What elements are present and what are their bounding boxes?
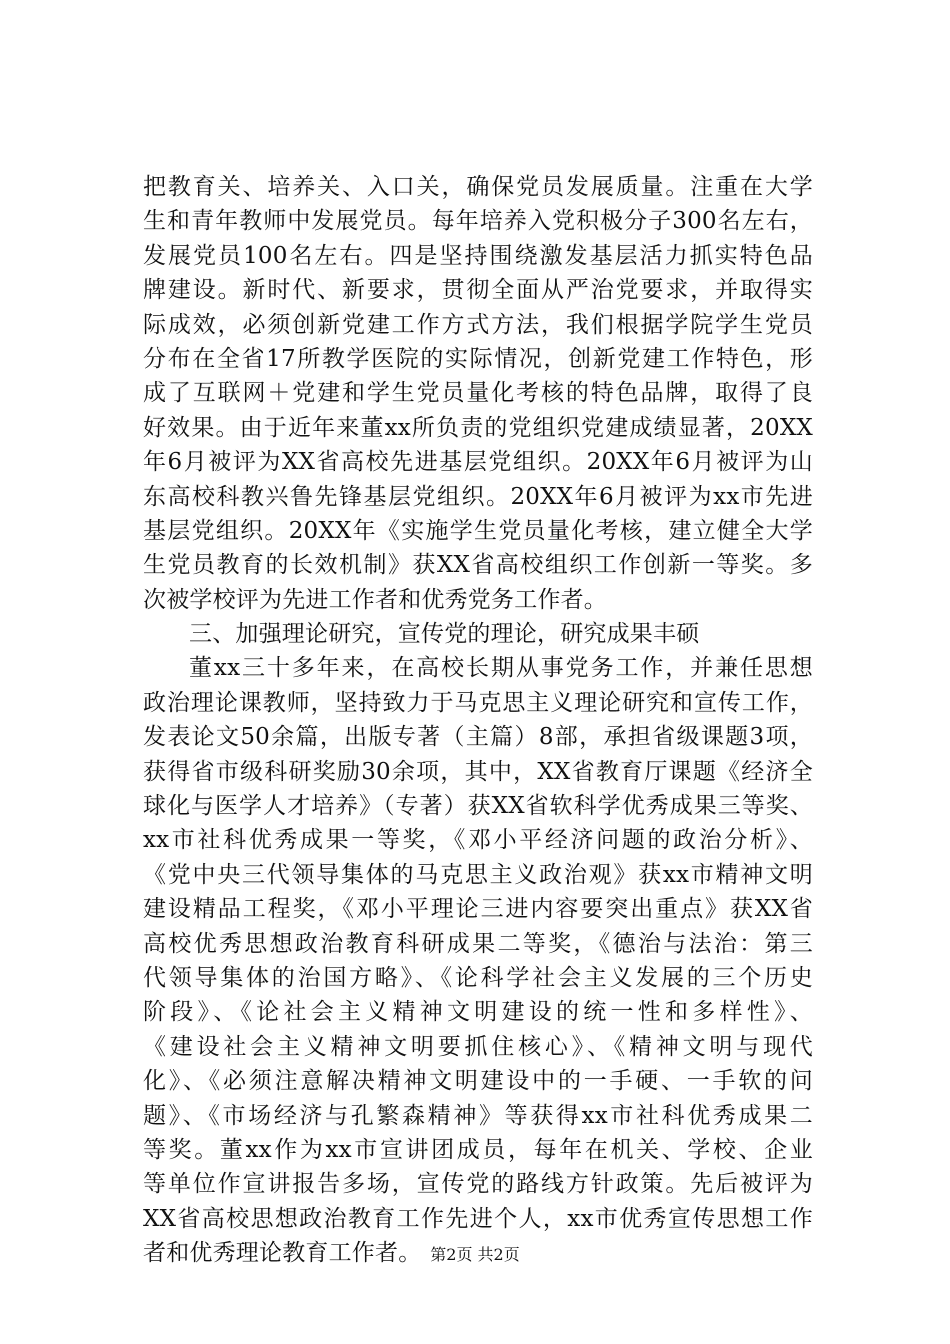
text-line: 政治理论课教师，坚持致力于马克思主义理论研究和宣传工作， bbox=[143, 689, 813, 716]
text-line: 次被学校评为先进工作者和优秀党务工作者。 bbox=[143, 586, 607, 613]
text-line: 球化与医学人才培养》（专著）获XX省软科学优秀成果三等奖、 bbox=[143, 793, 813, 820]
text-line: 发表论文50余篇，出版专著（主篇）8部，承担省级课题3项， bbox=[143, 724, 813, 751]
text-line: 《建设社会主义精神文明要抓住核心》、《精神文明与现代 bbox=[143, 1033, 813, 1060]
text-line: 分布在全省17所教学医院的实际情况，创新党建工作特色，形 bbox=[143, 345, 813, 372]
text-line: 化》、《必须注意解决精神文明建设中的一手硬、一手软的问 bbox=[143, 1068, 813, 1095]
text-line: 成了互联网＋党建和学生党员量化考核的特色品牌，取得了良 bbox=[143, 380, 813, 407]
text-line: 年6月被评为XX省高校先进基层党组织。20XX年6月被评为山 bbox=[143, 449, 813, 476]
text-line: 建设精品工程奖，《邓小平理论三进内容要突出重点》获XX省 bbox=[143, 896, 813, 923]
section-heading: 三、加强理论研究，宣传党的理论，研究成果丰硕 bbox=[189, 621, 700, 648]
text-line: 者和优秀理论教育工作者。 bbox=[143, 1240, 422, 1267]
text-line: XX省高校思想政治教育工作先进个人，xx市优秀宣传思想工作 bbox=[143, 1205, 813, 1232]
text-line: 代领导集体的治国方略》、《论科学社会主义发展的三个历史 bbox=[143, 964, 813, 991]
text-line: 获得省市级科研奖励30余项，其中，XX省教育厅课题《经济全 bbox=[143, 758, 813, 785]
text-line: 阶段》、《论社会主义精神文明建设的统一性和多样性》、 bbox=[143, 999, 813, 1026]
text-line: 基层党组织。20XX年《实施学生党员量化考核，建立健全大学 bbox=[143, 517, 813, 544]
text-line: 题》、《市场经济与孔繁森精神》等获得xx市社科优秀成果二 bbox=[143, 1102, 813, 1129]
text-line: xx市社科优秀成果一等奖，《邓小平经济问题的政治分析》、 bbox=[143, 827, 813, 854]
text-line: 发展党员100名左右。四是坚持围绕激发基层活力抓实特色品 bbox=[143, 242, 813, 269]
document-body bbox=[143, 170, 813, 1271]
text-line: 董xx三十多年来，在高校长期从事党务工作，并兼任思想 bbox=[189, 655, 813, 682]
text-line: 等奖。董xx作为xx市宣讲团成员，每年在机关、学校、企业 bbox=[143, 1136, 813, 1163]
text-line: 东高校科教兴鲁先锋基层党组织。20XX年6月被评为xx市先进 bbox=[143, 483, 813, 510]
text-line: 高校优秀思想政治教育科研成果二等奖，《德治与法治：第三 bbox=[143, 930, 813, 957]
text-line: 等单位作宣讲报告多场，宣传党的路线方针政策。先后被评为 bbox=[143, 1171, 813, 1198]
text-line: 生党员教育的长效机制》获XX省高校组织工作创新一等奖。多 bbox=[143, 552, 813, 579]
text-line: 把教育关、培养关、入口关，确保党员发展质量。注重在大学 bbox=[143, 174, 813, 200]
text-line: 好效果。由于近年来董xx所负责的党组织党建成绩显著，20XX bbox=[143, 414, 813, 441]
text-line: 际成效，必须创新党建工作方式方法，我们根据学院学生党员 bbox=[143, 311, 813, 338]
text-line: 牌建设。新时代、新要求，贯彻全面从严治党要求，并取得实 bbox=[143, 277, 813, 304]
page-footer: 第2页 共2页 bbox=[430, 1245, 520, 1264]
text-line: 《党中央三代领导集体的马克思主义政治观》获xx市精神文明 bbox=[143, 861, 813, 888]
text-line: 生和青年教师中发展党员。每年培养入党积极分子300名左右， bbox=[143, 208, 813, 235]
